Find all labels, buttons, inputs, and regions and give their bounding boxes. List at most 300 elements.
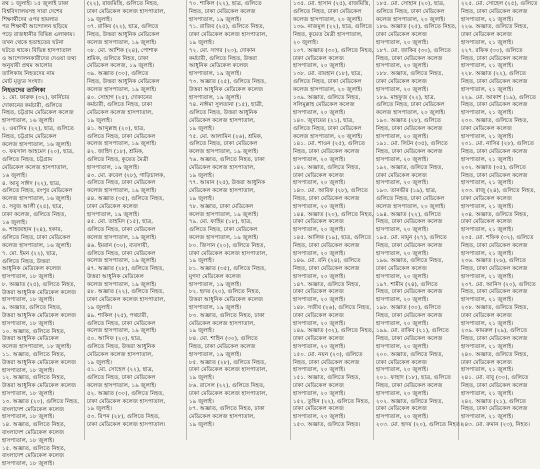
victim-entry-line: উত্তরা আধুনিক মেডিকেল কলেজ xyxy=(2,359,77,366)
victim-entry-line: নিহত, ঢাকা মেডিকেল কলেজ xyxy=(461,102,528,109)
victim-entry-line: কলেজ হাসপাতাল, ১৯ জুলাই। xyxy=(189,234,259,241)
victim-entry-line: গুলিতে নিহত, ঢাকা মেডিকেল xyxy=(376,102,445,109)
victim-entry-line: ১১. অজ্ঞাত, গুলিতে নিহত, xyxy=(2,352,66,359)
victim-entry-line: হাসপাতাল, ১৯ জুলাই। xyxy=(189,351,242,358)
victim-entry-line: মেডিকেল কলেজ, ১৯ জুলাই। xyxy=(87,63,155,70)
victim-entry-line: কলেজ হাসপাতাল, ১৬ জুলাই। xyxy=(2,242,72,249)
victim-entry-line: ৪৭. অজ্ঞাত (২৮), গুলিতে নিহত, xyxy=(87,266,165,273)
victim-entry-line: হাসপাতাল, ২০ জুলাই। xyxy=(293,414,346,421)
victim-entry-line: কর্মচারী, গুলিতে নিহত, উত্তরা xyxy=(189,55,257,62)
victim-entry-line: হাসপাতাল, ২০ জুলাই। xyxy=(376,344,429,351)
victim-entry-line: ১৯ জুলাই। xyxy=(189,172,214,179)
victim-entry-line: হাসপাতাল, ১৯ জুলাই। xyxy=(189,305,242,312)
victim-entry-line: মেডিকেল কলেজ হাসপাতাল, xyxy=(189,117,256,124)
victim-entry-line: ১৯০. অজ্ঞাত (২৮), গুলিতে xyxy=(376,117,441,124)
victim-entry-line: ১৪৩. মো. আরিফ (২৮), গুলিতে xyxy=(293,188,368,195)
victim-entry-line: গুলিতে নিহত, ঢাকা মেডিকেল xyxy=(87,320,156,327)
victim-entry-line: ঢাকা মেডিকেল কলেজ হাসপাতাল, xyxy=(189,390,268,397)
victim-entry-line: নিহত, ঢাকা মেডিকেল কলেজ xyxy=(376,312,443,319)
victim-entry-line: ২০ জুলাই। xyxy=(293,39,318,46)
victim-entry-line: গুলিতে নিহত, ঢাকা মেডিকেল xyxy=(87,250,156,257)
victim-entry-line: ঢাকা মেডিকেল কলেজ হাসপাতাল, xyxy=(189,367,268,374)
victim-entry-line: আধুনিক মেডিকেল কলেজ xyxy=(2,266,62,273)
victim-entry-line: ৩৮. মো. আশিক (২৪), পোশাক xyxy=(87,47,158,54)
victim-entry-line: ১. মো. ফারুক (৩২), ফার্নিচার xyxy=(2,94,70,101)
column-1 xyxy=(0,0,85,468)
victim-entry-line: নিহত, ঢাকা মেডিকেল কলেজ xyxy=(189,8,256,15)
victim-entry-line: ১৪৬. মো. রনি (২৪), গুলিতে xyxy=(293,258,361,265)
victim-entry-line: ঢাকা মেডিকেল কলেজ হাসপাতাল, xyxy=(87,8,166,15)
victim-entry-line: কলেজ হাসপাতাল, ১৯ জুলাই। xyxy=(87,234,157,241)
victim-entry-line: কলেজ হাসপাতাল, ১৬ জুলাই। xyxy=(2,196,72,203)
victim-entry-line: হাসপাতাল, ২০ জুলাই। xyxy=(293,273,346,280)
victim-entry-line: ঢাকা মেডিকেল কলেজ xyxy=(376,172,427,179)
victim-entry-line: ১৯ জুলাই। xyxy=(87,406,112,413)
victim-entry-line: ১৪১. মো. শাওন (২৫), গুলিতে xyxy=(293,141,365,148)
intro-line: তখন থেকে হতাহতের ঘটনা xyxy=(2,39,64,46)
victim-entry-line: ৮. অজ্ঞাত (২৫), গুলিতে নিহত, xyxy=(2,281,76,288)
victim-entry-line: ৩৯. অজ্ঞাত (৩০), গুলিতে xyxy=(87,71,149,78)
victim-entry-line: হাসপাতাল, ২০ জুলাই। xyxy=(376,414,429,421)
victim-entry-line: ঢাকা মেডিকেল কলেজ xyxy=(376,78,427,85)
victim-entry-line: ৪১. আব্দুল্লাহ (২০), ছাত্র, xyxy=(87,125,146,132)
victim-entry-line: নিহত, ঢাকা মেডিকেল কলেজ xyxy=(376,383,443,390)
victim-entry-line: হাসপাতাল, ২০ জুলাই। xyxy=(376,367,429,374)
victim-entry-line: ২৩২. অজ্ঞাত (৩৫), গুলিতে xyxy=(461,164,526,171)
victim-entry-line: গুলিতে নিহত, কুয়েত মৈত্রী xyxy=(87,156,149,163)
victim-entry-line: ১৩৮. মো. রায়হান (১৮), ছাত্র, xyxy=(293,71,363,78)
victim-entry-line: হাসপাতাল, ২১ জুলাই। xyxy=(461,133,514,140)
victim-entry-line: ঢাকা মেডিকেল কলেজ xyxy=(461,312,512,319)
victim-entry-line: বাংলাদেশ মেডিকেল কলেজ xyxy=(2,406,65,413)
victim-entry-line: গুলিতে নিহত, ঢাকা মেডিকেল xyxy=(293,8,362,15)
victim-entry-line: হাসপাতাল, ২১ জুলাই। xyxy=(461,86,514,93)
victim-entry-line: ১৩. অজ্ঞাত (২০), গুলিতে নিহত, xyxy=(2,398,80,405)
victim-entry-line: হাসপাতাল, ২১ জুলাই। xyxy=(461,273,514,280)
victim-entry-line: ঢাকা মেডিকেল কলেজ xyxy=(461,219,512,226)
victim-entry-line: ২৪৩. মো. রুমান (২৩), নিহত। xyxy=(461,422,530,429)
victim-entry-line: ১৬ জুলাই। xyxy=(2,172,27,179)
victim-entry-line: নিহত, ঢাকা মেডিকেল কলেজ xyxy=(376,242,443,249)
victim-entry-line: বাংলাদেশ মেডিকেল কলেজ xyxy=(2,430,65,437)
victim-entry-line: ৩. ফয়সাল আহমেদ (২০), ছাত্র, xyxy=(2,149,74,156)
victim-entry-line: কলেজ হাসপাতাল, ১৯ জুলাই। xyxy=(87,281,157,288)
victim-entry-line: ১৪০. জুবায়ের (২১), ছাত্র, xyxy=(293,117,355,124)
victim-entry-line: ২৩১. মো. নাসির (২৮), গুলিতে xyxy=(461,141,534,148)
victim-entry-line: ২৩৮. অজ্ঞাত, গুলিতে নিহত, xyxy=(461,305,529,312)
victim-entry-line: ১৯ জুলাই। xyxy=(189,375,214,382)
intro-line: বিশ্ববিদ্যালয়সহ সারা দেশের xyxy=(2,8,63,15)
column-1-list xyxy=(2,95,81,469)
victim-entry-line: ২৪১. মো. বাবু (৩০), গুলিতে xyxy=(461,375,529,382)
intro-line: মোট মৃত্যুর সংখ্যা। xyxy=(2,78,43,85)
victim-entry-line: কলেজ হাসপাতাল, ২০ জুলাই। xyxy=(293,86,363,93)
victim-entry-line: ঢাকা মেডিকেল কলেজ হাসপাতাল, xyxy=(87,398,166,405)
victim-entry-line: ৪০. সোহাগ (২৫), দোকানের xyxy=(87,94,152,101)
victim-entry-line: গুলিতে নিহত, ঢাকা মেডিকেল xyxy=(293,78,362,85)
victim-entry-line: হাসপাতাল, ১৮ জুলাই। xyxy=(2,367,55,374)
victim-entry-line: ৫০. আসিফ (২০), ছাত্র, xyxy=(87,336,142,343)
victim-entry-line: ঢাকা মেডিকেল কলেজ xyxy=(461,32,512,39)
victim-entry-line: ২৩৪. অজ্ঞাত, গুলিতে নিহত, xyxy=(461,211,529,218)
victim-entry-line: নিহত, ঢাকা মেডিকেল কলেজ xyxy=(189,344,256,351)
victim-entry-line: নিহত, চট্টগ্রাম মেডিকেল xyxy=(2,133,57,140)
victim-entry-line: ১২. অজ্ঞাত, গুলিতে নিহত, xyxy=(2,375,66,382)
victim-entry-line: নিহত, ঢাকা মেডিকেল কলেজ xyxy=(461,78,528,85)
victim-entry-line: ৬. শাহজাহান (২৪), হকার, xyxy=(2,227,63,234)
victim-entry-line: নিহত, ঢাকা মেডিকেল কলেজ xyxy=(461,149,528,156)
column-2 xyxy=(85,0,187,440)
column-6 xyxy=(459,0,540,440)
victim-entry-line: ১৩৯. অজ্ঞাত, গুলিতে নিহত, xyxy=(293,94,361,101)
victim-entry-line: ১৯ জুলাই। xyxy=(189,195,214,202)
column-4-list xyxy=(293,1,374,430)
victim-entry-line: সলিমুল্লাহ মেডিকেল কলেজ xyxy=(293,102,355,109)
victim-entry-line: ২৩৫. মো. শফিক (৩২), গুলিতে xyxy=(461,234,534,241)
victim-entry-line: ঢাকা মেডিকেল কলেজ xyxy=(293,55,344,62)
victim-entry-line: কলেজ হাসপাতাল, ১৯ জুলাই। xyxy=(87,383,157,390)
victim-entry-line: ঢাকা মেডিকেল কলেজ হাসপাতাল, xyxy=(189,32,268,39)
victim-entry-line: ঢাকা মেডিকেল কলেজ xyxy=(461,195,512,202)
victim-entry-line: ২. ওয়াসিম (২২), ছাত্র, গুলিতে xyxy=(2,125,74,132)
victim-entry-line: গুলিতে নিহত, ঢাকা মেডিকেল xyxy=(87,133,156,140)
victim-entry-line: ২৩৭. মো. আনিস (২০), গুলিতে xyxy=(461,281,536,288)
victim-entry-line: নিহত, উত্তরা আধুনিক মেডিকেল xyxy=(87,78,160,85)
victim-entry-line: হাসপাতাল, ২০ জুলাই। xyxy=(293,180,346,187)
victim-entry-line: হাসপাতাল, ২১ জুলাই। xyxy=(461,156,514,163)
victim-entry-line: হাসপাতাল, ২০ জুলাই। xyxy=(293,227,346,234)
victim-entry-line: ১৯ জুলাই। xyxy=(87,305,112,312)
victim-entry-line: ৭৪. নাঈমা সুলতানা (১৫), ছাত্রী, xyxy=(189,102,264,109)
victim-entry-line: হাসপাতাল, ১৯ জুলাই। xyxy=(189,281,242,288)
victim-entry-line: ঢাকা মেডিকেল কলেজ xyxy=(461,359,512,366)
victim-entry-line: হাসপাতাল, ২০ জুলাই। xyxy=(376,86,429,93)
victim-entry-line: ঢাকা মেডিকেল কলেজ xyxy=(293,289,344,296)
victim-entry-line: ঢাকা মেডিকেল কলেজ xyxy=(293,406,344,413)
victim-entry-line: নিহত, ঢাকা মেডিকেল কলেজ xyxy=(293,149,360,156)
victim-entry-line: উত্তরা আধুনিক মেডিকেল কলেজ xyxy=(2,383,77,390)
victim-entry-line: হাসপাতাল, ২১ জুলাই। xyxy=(461,16,514,23)
victim-entry-line: ২০২. অজ্ঞাত, গুলিতে নিহত, xyxy=(376,398,444,405)
victim-entry-line: কলেজ হাসপাতাল, ১৯ জুলাই। xyxy=(87,86,157,93)
victim-entry-line: গুলিতে নিহত, ঢাকা মেডিকেল xyxy=(189,227,258,234)
victim-entry-line: বাংলাদেশ মেডিকেল কলেজ xyxy=(2,453,65,460)
victim-entry-line: নিহত, কুয়েত মৈত্রী হাসপাতাল, xyxy=(293,32,363,39)
victim-entry-line: ২৩০. অজ্ঞাত, গুলিতে নিহত, xyxy=(461,117,529,124)
intro-line: শিক্ষার্থীদের ওপর হামলার xyxy=(2,16,58,23)
victim-entry-line: আধুনিক মেডিকেল কলেজ xyxy=(189,63,249,70)
victim-entry-line: কলেজ হাসপাতাল, ১৯ জুলাই। xyxy=(87,328,157,335)
victim-entry-line: ১৯ জুলাই। xyxy=(87,16,112,23)
victim-entry-line: ঢাকা মেডিকেল কলেজ xyxy=(461,125,512,132)
victim-entry-line: উত্তরা আধুনিক মেডিকেল কলেজ xyxy=(2,289,77,296)
victim-entry-line: ঢাকা মেডিকেল কলেজ xyxy=(376,406,427,413)
victim-entry-line: হাসপাতাল, ২০ জুলাই। xyxy=(293,203,346,210)
victim-entry-line: হাসপাতাল, ২০ জুলাই। xyxy=(293,110,346,117)
victim-entry-line: নিহত, ঢাকা মেডিকেল কলেজ xyxy=(461,383,528,390)
victim-entry-line: ১৮৮. অজ্ঞাত, গুলিতে নিহত, xyxy=(376,71,444,78)
victim-entry-line: ৪৮. অজ্ঞাত (২২), গুলিতে নিহত, xyxy=(87,289,165,296)
victim-entry-line: ৪৫. মো. তাহমিদ (১৫), ছাত্র, xyxy=(87,219,154,226)
victim-entry-line: ১৪৮. সজীব (২৬), গুলিতে নিহত, xyxy=(293,305,372,312)
victim-entry-line: ৪. আবু সাঈদ (২২), ছাত্র, xyxy=(2,180,61,187)
victim-entry-line: হাসপাতাল, ২০ জুলাই। xyxy=(376,156,429,163)
victim-entry-line: কলেজ হাসপাতাল, ১৯ জুলাই। xyxy=(87,39,157,46)
victim-entry-line: হাসপাতাল, ২০ জুলাই। xyxy=(376,227,429,234)
victim-entry-line: মেডিকেল কলেজ হাসপাতাল, xyxy=(87,351,154,358)
victim-entry-line: ১৯ জুলাই। xyxy=(189,125,214,132)
victim-entry-line: ১০. অজ্ঞাত, গুলিতে নিহত, xyxy=(2,328,66,335)
victim-entry-line: গুলিতে নিহত, উত্তরা আধুনিক xyxy=(87,344,156,351)
victim-entry-line: ঢাকা মেডিকেল কলেজ হাসপাতাল, xyxy=(87,297,166,304)
victim-entry-line: ৫৩. রিপন (২৮), গুলিতে নিহত, xyxy=(87,414,160,421)
victim-entry-line: কলেজ হাসপাতাল, ১৬ জুলাই। xyxy=(2,141,72,148)
victim-entry-line: হাসপাতাল, ২১ জুলাই। xyxy=(461,227,514,234)
victim-entry-line: ১৪৪. অজ্ঞাত (২০), গুলিতে নিহত, xyxy=(293,211,374,218)
victim-entry-line: নিহত, উত্তরা আধুনিক মেডিকেল xyxy=(87,32,160,39)
victim-entry-line: হাসপাতাল, ২১ জুলাই। xyxy=(461,344,514,351)
victim-entry-line: ১৫১. অজ্ঞাত, গুলিতে নিহত, xyxy=(293,375,361,382)
victim-entry-line: হাসপাতাল, ২০ জুলাই। xyxy=(293,367,346,374)
victim-entry-line: হাসপাতাল, ২১ জুলাই। xyxy=(461,367,514,374)
victim-entry-line: ৭৩. অজ্ঞাত (২৫), গুলিতে নিহত, xyxy=(189,78,267,85)
victim-entry-line: হাসপাতাল, ২১ জুলাই। xyxy=(461,39,514,46)
victim-entry-line: ৭৭. আমান (২৫), উত্তরা আধুনিক xyxy=(189,180,266,187)
victim-entry-line: মেডিকেল কলেজ হাসপাতাল, xyxy=(189,164,256,171)
victim-entry-line: ৮৩. অজ্ঞাত, গুলিতে নিহত, ঢাকা xyxy=(189,312,265,319)
victim-entry-line: নিহত, ঢাকা মেডিকেল কলেজ xyxy=(293,195,360,202)
victim-entry-line: ৪৩. মো. রুবেল (২৮), গাড়িচালক, xyxy=(87,172,166,179)
victim-entry-line: নিহত, ঢাকা মেডিকেল কলেজ xyxy=(376,336,443,343)
victim-entry-line: ২৪০. অজ্ঞাত, গুলিতে নিহত, xyxy=(461,351,529,358)
victim-entry-line: ১৪২. অজ্ঞাত, গুলিতে নিহত, xyxy=(293,164,361,171)
victim-entry-line: ৮৫. অজ্ঞাত (২৮), গুলিতে নিহত, xyxy=(189,359,267,366)
intro-line: পর শিক্ষার্থী আন্দোলন ছড়িয়ে xyxy=(2,24,68,31)
victim-entry-line: মেডিকেল কলেজ হাসপাতাল, xyxy=(2,164,69,171)
victim-entry-line: মেডিকেল কলেজ হাসপাতাল, xyxy=(87,110,154,117)
victim-entry-line: উত্তরা আধুনিক মেডিকেল কলেজ xyxy=(189,297,264,304)
victim-entry-line: ১৯ জুলাই। xyxy=(189,328,214,335)
victim-entry-line: ১৩৭. অজ্ঞাত (৩০), গুলিতে নিহত, xyxy=(293,47,374,54)
victim-entry-line: গুলিতে নিহত, ঢাকা মেডিকেল xyxy=(293,125,362,132)
victim-entry-line: হাসপাতাল, ১৮ জুলাই। xyxy=(2,274,55,281)
victim-entry-line: ৪৪. অজ্ঞাত (৩৫), গুলিতে নিহত, xyxy=(87,195,165,202)
victim-entry-line: মেডিকেল কলেজ হাসপাতাল, xyxy=(189,188,256,195)
victim-entry-line: কলেজ হাসপাতাল, ১৯ জুলাই। xyxy=(87,141,157,148)
victim-entry-line: শ্রমিক, গুলিতে নিহত, ঢাকা xyxy=(87,55,149,62)
victim-entry-line: ৪৯. শাকিল (২৫), পথচারী, xyxy=(87,312,149,319)
victim-entry-line: ৫. সবুজ আলী (২৫), ছাত্র, xyxy=(2,203,64,210)
victim-entry-line: ১৯ জুলাই। xyxy=(189,258,214,265)
victim-entry-line: কলেজ হাসপাতাল, ২০ জুলাই। xyxy=(293,16,363,23)
victim-entry-line: ২২৫. মো. সোহেল (২৫), গুলিতে xyxy=(461,1,538,7)
victim-entry-line: হাসপাতাল, ২০ জুলাই। xyxy=(376,63,429,70)
victim-entry-line: হাসপাতাল, ২০ জুলাই। xyxy=(293,297,346,304)
victim-entry-line: কলেজ হাসপাতাল, ২০ জুলাই। xyxy=(376,203,446,210)
victim-entry-line: ৮৬. রাসেল (২২), গুলিতে নিহত, xyxy=(189,383,265,390)
victim-entry-line: হাসপাতাল, ২১ জুলাই। xyxy=(461,414,514,421)
victim-entry-line: হাসপাতাল, ২০ জুলাই। xyxy=(376,39,429,46)
victim-entry-line: হাসপাতাল, ২০ জুলাই। xyxy=(293,156,346,163)
victim-entry-line: ২৩৬. অজ্ঞাত (২৬), গুলিতে xyxy=(461,258,526,265)
victim-entry-line: হাসপাতাল, ১৮ জুলাই। xyxy=(2,297,55,304)
victim-entry-line: ১৩৬. নাজমুল (২২), ছাত্র, গুলিতে xyxy=(293,24,372,31)
victim-entry-line: উত্তরা আধুনিক মেডিকেল xyxy=(87,273,144,280)
intro-line: তালিকায় নিহতদের নাম xyxy=(2,71,55,78)
victim-entry-line: কলেজ হাসপাতাল, ২০ জুলাই। xyxy=(376,110,446,117)
intro-line: ঘটতে থাকে। বিভিন্ন হাসপাতাল xyxy=(2,47,72,54)
victim-entry-line: উত্তরা আধুনিক মেডিকেল xyxy=(2,336,59,343)
victim-entry-line: ২০৩. মো. হৃদয় (২০), গুলিতে নিহত। xyxy=(376,422,462,429)
victim-entry-line: হাসপাতাল, ১৯ জুলাই। xyxy=(87,211,140,218)
victim-entry-line: হাসপাতাল, ২১ জুলাই। xyxy=(461,297,514,304)
victim-entry-line: ১৮৭. মো. জাকির (৩০), গুলিতে xyxy=(376,47,451,54)
victim-entry-line: হাসপাতাল, ২০ জুলাই। xyxy=(376,320,429,327)
victim-entry-line: ১৩৫. মো. হাসান (২৫), রাজমিস্ত্রি, xyxy=(293,1,371,7)
victim-entry-line: গুলিতে নিহত, ঢাকা মেডিকেল xyxy=(87,227,156,234)
victim-entry-line: ৭. মো. ইমন (২২), ছাত্র, xyxy=(2,250,58,257)
victim-entry-line: হাসপাতাল, ১৮ জুলাই। xyxy=(2,437,55,444)
victim-entry-line: ৭১. রাজিব (২৫), গুলিতে নিহত, xyxy=(189,24,265,31)
victim-entry-line: ১৮৫. মো. সোহান (২০), ছাত্র, xyxy=(376,1,445,7)
victim-entry-line: নিহত, ঢাকা মেডিকেল কলেজ xyxy=(461,172,528,179)
intro-line: অনুযায়ী প্রথম আলোর xyxy=(2,63,53,70)
victim-entry-line: কলেজ হাসপাতাল, ১৯ জুলাই। xyxy=(189,211,259,218)
victim-entry-line: উত্তরা আধুনিক মেডিকেল কলেজ xyxy=(2,313,77,320)
victim-entry-line: ১৯ জুলাই। xyxy=(87,359,112,366)
victim-entry-line: ৭৮. অজ্ঞাত, ঢাকা মেডিকেল xyxy=(189,203,254,210)
victim-entry-line: ৮০. জিসান (২০), গুলিতে নিহত, xyxy=(189,242,266,249)
victim-entry-line: গুলিতে নিহত, ঢাকা মেডিকেল xyxy=(376,195,445,202)
victim-entry-line: হাসপাতাল, ১৯ জুলাই। xyxy=(189,16,242,23)
victim-entry-line: ৭৯. মো. ফাহিম (১৮), ছাত্র, xyxy=(189,219,252,226)
victim-entry-line: ১৪. অজ্ঞাত, গুলিতে নিহত, xyxy=(2,422,66,429)
victim-entry-line: ৪২. জাহিদ (১৮), শ্রমিক, xyxy=(87,149,144,156)
victim-entry-line: ১৯৭. শামীম (২৪), গুলিতে xyxy=(376,281,438,288)
column-5 xyxy=(374,0,462,440)
victim-entry-line: ৫২. অজ্ঞাত (৩০), গুলিতে নিহত, xyxy=(87,390,165,397)
victim-entry-line: ৫১. মো. সোহেল (২২), ছাত্র, xyxy=(87,367,154,374)
victim-entry-line: গুলিতে নিহত, ঢাকা মেডিকেল xyxy=(87,375,156,382)
victim-entry-line: হাসপাতাল, ২০ জুলাই। xyxy=(293,250,346,257)
victim-entry-line: নিহত, ঢাকা মেডিকেল কলেজ xyxy=(461,266,528,273)
victim-entry-line: ৪৬. ইমরান (৩০), ব্যবসায়ী, xyxy=(87,242,150,249)
victim-entry-line: ঢাকা মেডিকেল কলেজ xyxy=(293,219,344,226)
victim-entry-line: কলেজ হাসপাতাল, ১৯ জুলাই। xyxy=(87,258,157,265)
victim-entry-line: নিহত, ঢাকা মেডিকেল কলেজ xyxy=(376,219,443,226)
victim-entry-line: ৭২. মো. সাগর (২৩), দোকান xyxy=(189,47,256,54)
victim-entry-line: দোকানের কর্মচারী, গুলিতে xyxy=(2,102,63,109)
victim-entry-line: ১৫০. মো. নয়ন (২৩), গুলিতে xyxy=(293,351,363,358)
victim-entry-line: (২২), রাজমিস্ত্রি, গুলিতে নিহত, xyxy=(87,1,159,7)
victim-entry-line: নিহত, ঢাকা মেডিকেল কলেজ xyxy=(461,336,528,343)
victim-entry-line: ৮৪. মো. শাহিন (৩০), গুলিতে xyxy=(189,336,258,343)
victim-entry-line: ৮২. হৃদয় (২০), গুলিতে নিহত, xyxy=(189,289,261,296)
victim-entry-line: নিহত, ঢাকা মেডিকেল কলেজ xyxy=(461,55,528,62)
victim-entry-line: ১৯৩. তানভীর (১৯), ছাত্র, xyxy=(376,188,437,195)
victim-entry-line: হাসপাতাল, ২০ জুলাই। xyxy=(376,390,429,397)
victim-entry-line: হাসপাতাল, ২১ জুলাই। xyxy=(461,320,514,327)
column-3-list xyxy=(189,1,287,430)
column-5-list xyxy=(376,1,462,430)
victim-entry-line: হাসপাতাল, ১৯ জুলাই। xyxy=(189,71,242,78)
section-heading: নিহতদের তালিকা xyxy=(2,86,46,94)
victim-entry-line: হাসপাতাল, ২০ জুলাই। xyxy=(293,344,346,351)
victim-entry-line: হাসপাতাল, ২০ জুলাই। xyxy=(293,63,346,70)
column-3 xyxy=(187,0,291,440)
victim-entry-line: ১৯৬. অজ্ঞাত, গুলিতে নিহত, xyxy=(376,258,444,265)
victim-entry-line: হাসপাতাল, ১৯ জুলাই। xyxy=(87,164,140,171)
column-2-list xyxy=(87,1,183,430)
victim-entry-line: ১৯৫. মো. মামুন (২৭), গুলিতে xyxy=(376,234,447,241)
victim-entry-line: মুগদা মেডিকেল কলেজ xyxy=(189,273,241,280)
victim-entry-line: নিহত, ঢাকা মেডিকেল কলেজ xyxy=(376,125,443,132)
victim-entry-line: ৭৬. অজ্ঞাত, গুলিতে নিহত, ঢাকা xyxy=(189,156,265,163)
victim-entry-line: ১৯১. মো. লিটন (৩৫), গুলিতে xyxy=(376,141,448,148)
victim-entry-line: ঢাকা মেডিকেল কলেজ xyxy=(293,383,344,390)
victim-entry-line: হাসপাতাল, ২০ জুলাই। xyxy=(376,297,429,304)
victim-entry-line: হাসপাতাল, ২০ জুলাই। xyxy=(376,250,429,257)
victim-entry-line: মেডিকেল কলেজ হাসপাতাল, xyxy=(189,320,256,327)
column-6-list xyxy=(461,1,537,430)
victim-entry-line: ঢাকা মেডিকেল কলেজ হাসপাতাল, xyxy=(189,250,268,257)
victim-entry-line: নিহত, ঢাকা মেডিকেল কলেজ xyxy=(376,149,443,156)
victim-entry-line: ৭০. শাকিল (২২), ছাত্র, গুলিতে xyxy=(189,1,262,7)
victim-entry-line: ২২৬. অজ্ঞাত, গুলিতে নিহত, xyxy=(461,24,529,31)
victim-entry-line: ১৯৪. অজ্ঞাত (২২), গুলিতে xyxy=(376,211,441,218)
victim-entry-line: হাসপাতাল, ২১ জুলাই। xyxy=(461,390,514,397)
victim-entry-line: নিহত, ঢাকা মেডিকেল কলেজ xyxy=(293,242,360,249)
victim-entry-line: ২২৮. অজ্ঞাত (২২), গুলিতে xyxy=(461,71,526,78)
victim-entry-line: ৮৭. অজ্ঞাত, গুলিতে নিহত, ঢাকা xyxy=(189,406,265,413)
victim-entry-line: কলেজ হাসপাতাল, ১৯ জুলাই। xyxy=(87,188,157,195)
victim-entry-line: ২৩৯. কামরুল (২৯), গুলিতে xyxy=(461,328,528,335)
victim-entry-line: হাসপাতাল, ১৮ জুলাই। xyxy=(2,391,55,398)
intro-line: ও আন্দোলনকারীদের দেওয়া তথ্য xyxy=(2,55,77,62)
victim-entry-line: নিহত, ঢাকা মেডিকেল কলেজ xyxy=(461,242,528,249)
victim-entry-line: নিহত, ঢাকা মেডিকেল কলেজ xyxy=(293,266,360,273)
victim-entry-line: ঢাকা মেডিকেল কলেজ xyxy=(376,32,427,39)
victim-entry-line: ১৯ জুলাই। xyxy=(87,117,112,124)
victim-entry-line: কলেজ হাসপাতাল, ২০ জুলাই। xyxy=(376,16,446,23)
victim-entry-line: হাসপাতাল, ২১ জুলাই। xyxy=(461,180,514,187)
victim-entry-line: হাসপাতাল, ১৬ জুলাই। xyxy=(2,118,55,125)
victim-entry-line: ১৪৭. অজ্ঞাত, গুলিতে নিহত, xyxy=(293,281,361,288)
victim-entry-line: হাসপাতাল, ১৮ জুলাই। xyxy=(2,320,55,327)
victim-entry-line: হাসপাতাল, ২১ জুলাই। xyxy=(461,110,514,117)
victim-entry-line: ঢাকা মেডিকেল কলেজ xyxy=(376,266,427,273)
victim-entry-line: হাসপাতাল, ২০ জুলাই। xyxy=(376,273,429,280)
victim-entry-line: ১৯ জুলাই। xyxy=(189,398,214,405)
victim-entry-line: ২২৭. রফিক (৩০), গুলিতে xyxy=(461,47,523,54)
victim-entry-line: ১৬ জুলাই। xyxy=(2,219,27,226)
victim-entry-line: ১৯ জুলাই। xyxy=(189,39,214,46)
victim-entry-line: নিহত, চট্টগ্রাম মেডিকেল কলেজ xyxy=(2,110,74,117)
victim-entry-line: নিহত, ঢাকা মেডিকেল কলেজ xyxy=(376,289,443,296)
victim-entry-line: ২৪২. অজ্ঞাত (২১), গুলিতে xyxy=(461,398,526,405)
victim-entry-line: হাসপাতাল, ২০ জুলাই। xyxy=(376,180,429,187)
victim-entry-line: হাসপাতাল, ২১ জুলাই। xyxy=(461,250,514,257)
victim-entry-line: হাসপাতাল, ২১ জুলাই। xyxy=(461,63,514,70)
victim-entry-line: নিহত, ঢাকা মেডিকেল কলেজ xyxy=(376,55,443,62)
victim-entry-line: নিহত, ঢাকা মেডিকেল কলেজ xyxy=(461,406,528,413)
victim-entry-line: গুলিতে নিহত, রংপুর মেডিকেল xyxy=(2,188,73,195)
victim-entry-line: ঢাকা মেডিকেল কলেজ xyxy=(293,312,344,319)
victim-entry-line: হাসপাতাল, ২১ জুলাই। xyxy=(461,203,514,210)
victim-entry-line: ২০০. অজ্ঞাত, গুলিতে নিহত, xyxy=(376,351,444,358)
intro-line: পড়ে রাজধানীর বিভিন্ন এলাকায়। xyxy=(2,32,75,39)
victim-entry-line: ১৫. অজ্ঞাত, গুলিতে নিহত, xyxy=(2,445,66,452)
